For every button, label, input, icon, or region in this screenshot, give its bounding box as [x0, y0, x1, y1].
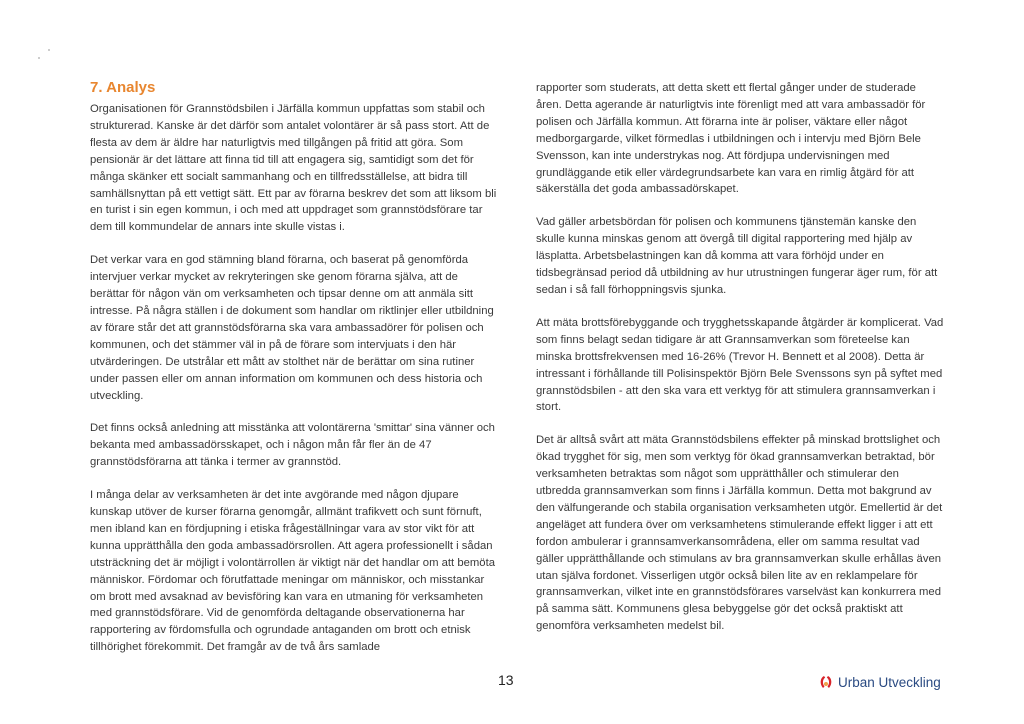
left-column	[90, 78, 498, 672]
right-paragraph-3: Att mäta brottsförebyggande och trygghetsskapande åtgärder är komplicerat. Vad som finns belagt sedan tidigare är att Grannsamverkan som företeelse kan minska brottsfrekvensen med 16-26% (Trevor H. Bennett et al 2008). Detta är intressant i förhållande till Polisinspektör Björn Bele Svenssons syn på syftet med grannstödsbilen - att den ska vara ett verktyg för att stimulera grannsamverkan i stort.	[536, 316, 944, 414]
brand-name: Urban Utveckling	[838, 674, 941, 690]
left-paragraph-1: Organisationen för Grannstödsbilen i Järfälla kommun uppfattas som stabil och strukturerad. Kanske är det därför som antalet volontärer är så pass stort. Att de flesta av dem är äldre har naturligtvis med tillgången på fritid att göra. Som pensionär är det lättare att finna tid till att engagera sig, samtidigt som det för många skänker ett socialt sammanhang och en tillfredsställelse, att bidra till samhällsnyttan på ett vettigt sätt. Ett par av förarna beskrev det som att liksom bli en turist i sin egen kommun, i och med att uppdraget som grannstödsförare tar dem till kommundelar de annars inte skulle vistas i.	[90, 103, 497, 234]
right-paragraph-2: Vad gäller arbetsbördan för polisen och kommunens tjänstemän kanske den skulle kunna minskas genom att övergå till digital rapportering med hjälp av läsplatta. Arbetsbelastningen kan då komma att vara förhöjd under en tidsbegränsad period då utbildning av hur utrustningen fungerar äger rum, för att sedan i så fall förhoppningsvis sjunka.	[536, 216, 938, 296]
urban-utveckling-logo-icon	[818, 674, 834, 690]
left-paragraph-3: Det finns också anledning att misstänka att volontärerna 'smittar' sina vänner och bekanta med ambassadörsskapet, och i någon mån får fler än de 47 grannstödsförarna att tänka i termer av grannstöd.	[90, 422, 495, 469]
right-paragraph-4: Det är alltså svårt att mäta Grannstödsbilens effekter på minskad brottslighet och ökad trygghet för sig, men som verktyg för ökad grannsamverkan betraktad, bör verksamheten betraktas som något som upprätthåller och stimulerar den utbredda grannsamverkan som finns i Järfälla kommun. Detta mot bakgrund av den välfungerande och stabila organisation verksamheten utgör. Emellertid är det angeläget att fundera över om verksamhetens stimulerande effekt ligger i att ett fordon ambulerar i grannsamverkansområdena, eller om samma resultat vad gäller upprätthållande och stimulans av bra grannsamverkan skulle erhållas även utan själva fordonet. Visserligen utgör också bilen lite av en reklampelare för grannsamverkan, vilket inte en grannstödsförares varselväst kan konkurrera med på samma sätt. Kommunens glesa bebyggelse gör det också praktiskt att genomföra verksamheten medelst bil.	[536, 434, 943, 633]
scan-speck	[38, 57, 40, 59]
page-number: 13	[498, 672, 514, 688]
scan-speck	[48, 49, 50, 51]
section-heading: 7. Analys	[90, 79, 156, 96]
brand-footer	[818, 674, 941, 690]
left-paragraph-2: Det verkar vara en god stämning bland förarna, och baserat på genomförda intervjuer verkar mycket av rekryteringen ske genom förarna själva, att de berättar för någon vän om verksamheten och tipsar denne om att anmäla sitt intresse. På några ställen i de dokument som handlar om riktlinjer eller utbildning av förare står det att grannstödsförarna ska vara ambassadörer för polisen och kommunen, och det stämmer väl in på de förare som intervjuats i den här utvärderingen. De utstrålar ett mått av stolthet när de berättar om sina rutiner under passen eller om annan information om kommunen och dess historia och utveckling.	[90, 254, 494, 402]
right-paragraph-1: rapporter som studerats, att detta skett ett flertal gånger under de studerade åren. Detta agerande är naturligtvis inte förenligt med att vara ambassadör för polisen och Järfälla kommun. Att förarna inte är poliser, väktare eller något medborgargarde, vilket förmedlas i utbildningen och i intervju med Björn Bele Svensson, kan inte understrykas nog. Att fördjupa undervisningen med grundläggande etik eller värdegrundsarbete kan vara en rimlig åtgärd för att säkerställa det goda ambassadörskapet.	[536, 82, 926, 196]
right-column	[536, 80, 944, 651]
left-paragraph-4: I många delar av verksamheten är det inte avgörande med någon djupare kunskap utöver de kurser förarna genomgår, allmänt trafikvett och sunt förnuft, men ibland kan en fördjupning i etiska frågeställningar vara av stor vikt för att kunna upprätthålla den goda ambassadörsrollen. Att agera professionellt i sådan utsträckning det är möjligt i volontärrollen är viktigt när det handlar om att bemöta människor. Fördomar och förutfattade meningar om människor, och misstankar om brott med avsaknad av bevisföring kan vara en utmaning för verksamheten med grannstödsförare. Vid de genomförda deltagande observationerna har rapportering av fördomsfulla och ogrundade antaganden om brott och etnisk tillhörighet förekommit. Det framgår av de två års samlade	[90, 489, 496, 654]
